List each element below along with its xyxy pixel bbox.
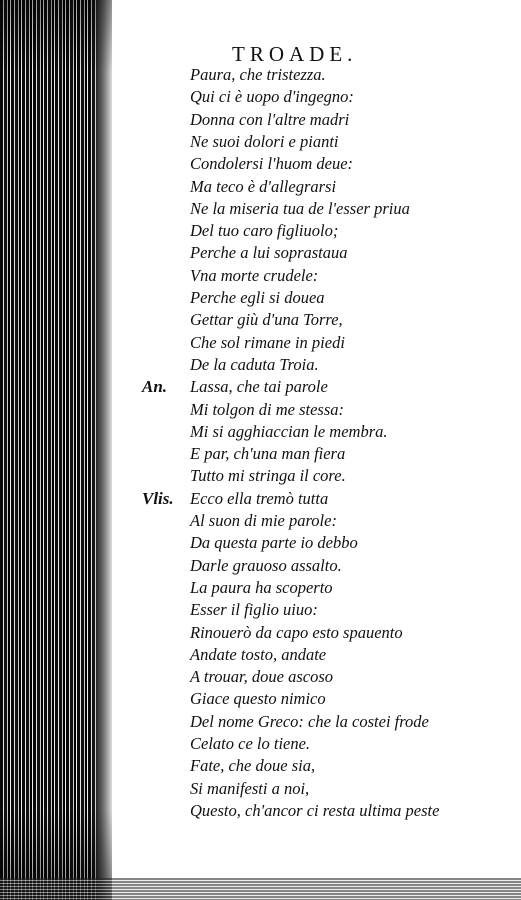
verse-line <box>0 577 521 599</box>
verse-text: Ecco ella tremò tutta <box>190 488 329 508</box>
verse-line <box>0 711 521 733</box>
verse-line <box>0 443 521 465</box>
verse-text: Esser il figlio uiuo: <box>190 600 318 620</box>
bottom-page-edges <box>0 878 521 900</box>
verse-text: E par, ch'una man fiera <box>190 444 346 464</box>
verse-line <box>0 644 521 666</box>
verse-line <box>0 86 521 108</box>
verse-text: Che sol rimane in piedi <box>190 332 345 352</box>
verse-text: Rinouerò da capo esto spauento <box>190 622 403 642</box>
verse-line <box>0 287 521 309</box>
verse-text: Del nome Greco: che la costei frode <box>190 711 429 731</box>
verse-line <box>0 176 521 198</box>
verse-text: De la caduta Troia. <box>190 354 319 374</box>
verse-text: Qui ci è uopo d'ingegno: <box>190 87 354 107</box>
verse-text: Mi si agghiaccian le membra. <box>190 421 388 441</box>
verse-text: Ne suoi dolori e pianti <box>190 131 339 151</box>
verse-text: Condolersi l'huom deue: <box>190 154 354 174</box>
verse-text: Perche egli si douea <box>190 288 325 307</box>
verse-line <box>0 421 521 443</box>
verse-line <box>0 332 521 354</box>
verse-line <box>0 666 521 688</box>
verse-line <box>0 488 521 510</box>
verse-line <box>0 733 521 755</box>
verse-text: La paura ha scoperto <box>190 577 333 597</box>
verse-line <box>0 532 521 554</box>
verse-text: Celato ce lo tiene. <box>190 734 311 753</box>
verse-text: Lassa, che tai parole <box>190 377 328 397</box>
verse-text: Ma teco è d'allegrarsi <box>190 176 337 196</box>
verse-text: Questo, ch'ancor ci resta ultima peste <box>190 800 440 820</box>
verse-line <box>0 622 521 644</box>
verse-line <box>0 376 521 398</box>
verse-line <box>0 109 521 131</box>
verse-line <box>0 755 521 777</box>
verse-line <box>0 688 521 710</box>
speaker-label: An. <box>142 377 168 397</box>
verse-line <box>0 265 521 287</box>
verse-text: Mi tolgon di me stessa: <box>190 399 344 419</box>
verse-line <box>0 309 521 331</box>
verse-line <box>0 220 521 242</box>
verse-line <box>0 399 521 421</box>
verse-text: Paura, che tristezza. <box>190 65 326 84</box>
verse-line <box>0 510 521 532</box>
running-head: TROADE. <box>232 42 358 66</box>
verse-line <box>0 242 521 264</box>
verse-text: Andate tosto, andate <box>190 644 327 664</box>
verse-text: Donna con l'altre madri <box>190 109 350 129</box>
verse-text: Giace questo nimico <box>190 689 326 709</box>
verse-line <box>0 599 521 621</box>
verse-text: Darle grauoso assalto. <box>190 555 342 575</box>
verse-line <box>0 778 521 800</box>
speaker-label: Vlis. <box>142 488 174 508</box>
verse-line <box>0 198 521 220</box>
verse-line <box>0 354 521 376</box>
verse-text: A trouar, doue ascoso <box>190 667 334 687</box>
verse-text: Perche a lui soprastaua <box>190 243 348 263</box>
verse-text: Gettar giù d'una Torre, <box>190 310 343 330</box>
verse-text: Fate, che doue sia, <box>190 756 316 776</box>
verse-line <box>0 153 521 175</box>
verse-text: Tutto mi stringa il core. <box>190 466 346 486</box>
verse-text: Vna morte crudele: <box>190 265 319 285</box>
verse-text: Ne la miseria tua de l'esser priua <box>190 198 410 218</box>
verse-line <box>0 64 521 86</box>
verse-line <box>0 800 521 822</box>
verse-line <box>0 131 521 153</box>
verse-text: Si manifesti a noi, <box>190 778 310 798</box>
verse-text: Del tuo caro figliuolo; <box>190 221 339 241</box>
verse-text: Da questa parte io debbo <box>190 533 358 553</box>
verse-line <box>0 465 521 487</box>
verse-line <box>0 555 521 577</box>
verse-text: Al suon di mie parole: <box>190 511 337 530</box>
